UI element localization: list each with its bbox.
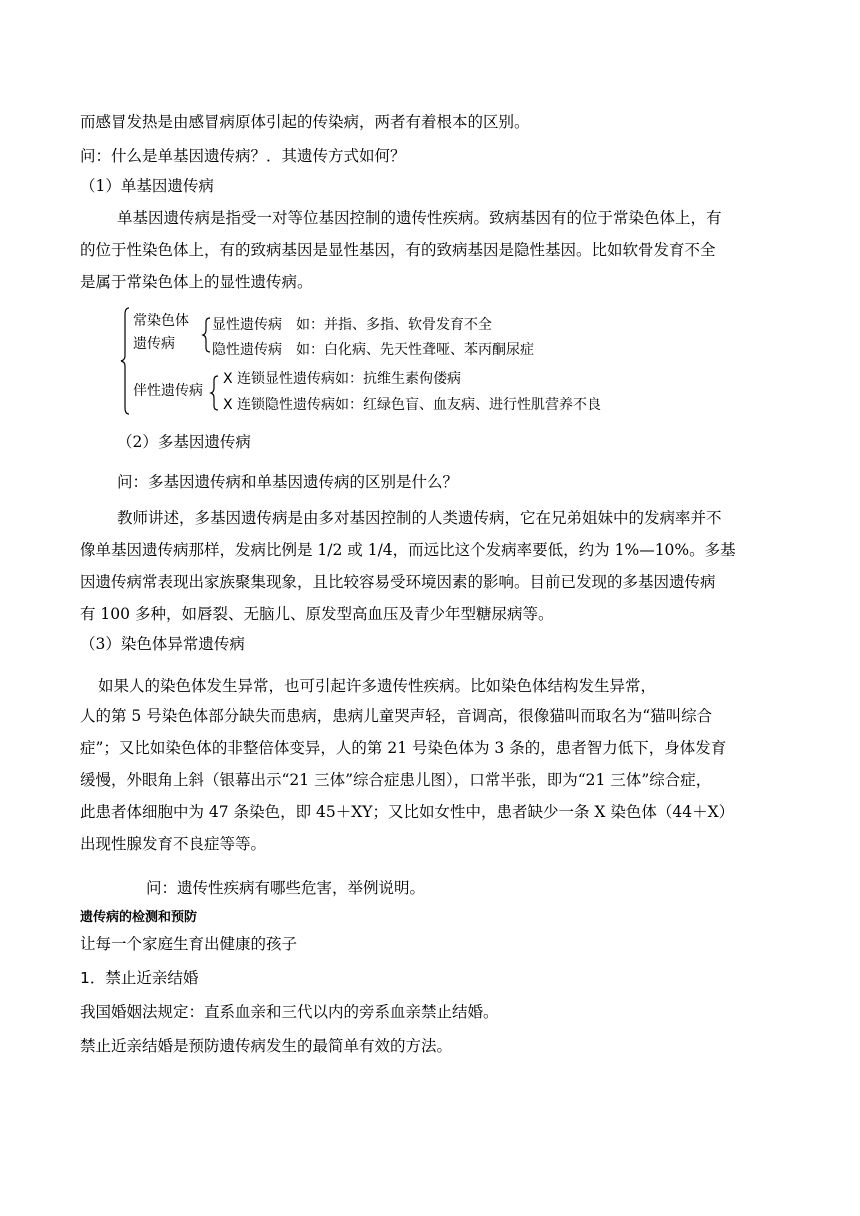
section-heading: （2）多基因遗传病 bbox=[117, 433, 251, 451]
genetic-disease-classification-diagram bbox=[115, 304, 645, 420]
question-line: 问：多基因遗传病和单基因遗传病的区别是什么？ bbox=[117, 473, 459, 491]
question-line: 问：什么是单基因遗传病？．其遗传方式如何？ bbox=[80, 147, 406, 165]
paragraph-line: 是属于常染色体上的显性遗传病。 bbox=[80, 273, 313, 291]
diagram-root-autosomal-line2: 遗传病 bbox=[133, 336, 175, 352]
question-line: 问：遗传性疾病有哪些危害，举例说明。 bbox=[146, 879, 426, 897]
paragraph-line: 单基因遗传病是指受一对等位基因控制的遗传性疾病。致病基因有的位于常染色体上，有 bbox=[117, 209, 722, 227]
paragraph-line: 教师讲述，多基因遗传病是由多对基因控制的人类遗传病，它在兄弟姐妹中的发病率并不 bbox=[117, 509, 722, 527]
paragraph-line: 出现性腺发育不良症等等。 bbox=[80, 835, 267, 853]
paragraph-line: 缓慢，外眼角上斜（银幕出示“21 三体”综合症患儿图），口常半张，即为“21 三体”综合症， bbox=[80, 771, 712, 789]
paragraph-line: 此患者体细胞中为 47 条染色，即 45＋XY；又比如女性中，患者缺少一条 X 染色体（44＋X） bbox=[80, 803, 735, 821]
diagram-root-autosomal: 常染色体 bbox=[133, 313, 189, 329]
paragraph-line: 我国婚姻法规定：直系血亲和三代以内的旁系血亲禁止结婚。 bbox=[80, 1003, 499, 1021]
paragraph-line: 像单基因遗传病那样，发病比例是 1/2 或 1/4，而远比这个发病率要低，约为 1%—10%。多基 bbox=[80, 541, 736, 559]
numbered-heading: 1．禁止近亲结婚 bbox=[80, 969, 199, 987]
paragraph-line: 禁止近亲结婚是预防遗传病发生的最简单有效的方法。 bbox=[80, 1037, 453, 1055]
section-heading: （1）单基因遗传病 bbox=[80, 177, 214, 195]
diagram-x-recessive: X 连锁隐性遗传病如：红绿色盲、血友病、进行性肌营养不良 bbox=[223, 397, 602, 413]
paragraph-line: 如果人的染色体发生异常，也可引起许多遗传性疾病。比如染色体结构发生异常， bbox=[98, 677, 657, 695]
paragraph-line: 症”；又比如染色体的非整倍体变异，人的第 21 号染色体为 3 条的，患者智力低下，身体发育 bbox=[80, 739, 727, 757]
diagram-dominant: 显性遗传病 如：并指、多指、软骨发育不全 bbox=[212, 317, 492, 333]
paragraph-line: 因遗传病常表现出家族聚集现象，且比较容易受环境因素的影响。目前已发现的多基因遗传病 bbox=[80, 573, 716, 591]
paragraph-line: 而感冒发热是由感冒病原体引起的传染病，两者有着根本的区别。 bbox=[80, 113, 530, 131]
diagram-x-dominant: X 连锁显性遗传病如：抗维生素佝偻病 bbox=[223, 371, 462, 387]
paragraph-line: 的位于性染色体上，有的致病基因是显性基因，有的致病基因是隐性基因。比如软骨发育不全 bbox=[80, 241, 716, 259]
diagram-recessive: 隐性遗传病 如：白化病、先天性聋哑、苯丙酮尿症 bbox=[212, 342, 534, 358]
paragraph-line: 让每一个家庭生育出健康的孩子 bbox=[80, 935, 298, 953]
diagram-root-sex-linked: 伴性遗传病 bbox=[133, 383, 203, 399]
paragraph-line: 人的第 5 号染色体部分缺失而患病，患病儿童哭声轻，音调高，很像猫叫而取名为“猫叫综合 bbox=[80, 707, 713, 725]
section-heading: （3）染色体异常遗传病 bbox=[80, 635, 245, 653]
paragraph-line: 有 100 多种，如唇裂、无脑儿、原发型高血压及青少年型糖尿病等。 bbox=[80, 605, 554, 623]
section-heading-bold: 遗传病的检测和预防 bbox=[80, 910, 198, 925]
